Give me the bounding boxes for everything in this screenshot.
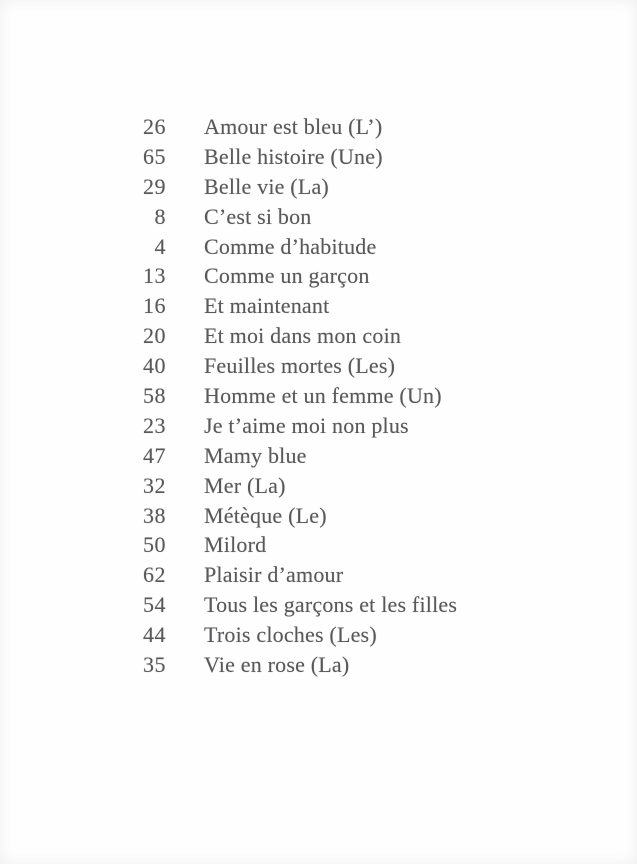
song-title: Et maintenant: [204, 293, 330, 319]
page-number: 13: [143, 263, 166, 289]
song-title: Trois cloches (Les): [204, 622, 377, 648]
list-item: [132, 142, 457, 172]
song-title: Milord: [204, 532, 267, 558]
song-title: Métèque (Le): [204, 502, 327, 528]
page-number: 44: [143, 622, 166, 648]
song-title: C’est si bon: [204, 203, 312, 229]
list-item: [132, 321, 457, 351]
page-number: 35: [143, 652, 166, 678]
list-item: [132, 202, 457, 232]
list-item: [132, 441, 457, 471]
page-number: 8: [154, 203, 166, 229]
list-item: [132, 261, 457, 291]
song-title: Belle histoire (Une): [204, 143, 383, 169]
list-item: [132, 411, 457, 441]
page-number: 38: [143, 502, 166, 528]
page-number: 20: [143, 323, 166, 349]
list-item: [132, 471, 457, 501]
song-title: Comme un garçon: [204, 263, 370, 289]
song-title: Tous les garçons et les filles: [204, 592, 458, 618]
page-number: 4: [154, 233, 166, 259]
page-number: 26: [143, 114, 166, 139]
list-item: [132, 291, 457, 321]
song-index-list: [132, 112, 457, 680]
list-item: [132, 501, 457, 531]
list-item: [132, 112, 457, 142]
list-item: [132, 650, 457, 680]
page-number: 50: [143, 532, 166, 558]
song-title: Je t’aime moi non plus: [204, 412, 409, 438]
page-number: 58: [143, 383, 166, 409]
list-item: [132, 620, 457, 650]
page-number: 16: [143, 293, 166, 319]
page-number: 54: [143, 592, 166, 618]
page-number: 40: [143, 353, 166, 379]
song-title: Et moi dans mon coin: [204, 323, 402, 349]
song-title: Amour est bleu (L’): [204, 114, 383, 139]
page-number: 65: [143, 143, 166, 169]
list-item: [132, 172, 457, 202]
list-item: [132, 351, 457, 381]
list-item: [132, 590, 457, 620]
song-title: Mer (La): [204, 472, 286, 498]
song-title: Homme et un femme (Un): [204, 383, 442, 409]
song-title: Mamy blue: [204, 442, 307, 468]
page-number: 47: [143, 442, 166, 468]
list-item: [132, 560, 457, 590]
page-number: 29: [143, 173, 166, 199]
song-title: Feuilles mortes (Les): [204, 353, 396, 379]
page-number: 23: [143, 412, 166, 438]
list-item: [132, 381, 457, 411]
song-title: Belle vie (La): [204, 173, 329, 199]
song-title: Vie en rose (La): [204, 652, 350, 678]
list-item: [132, 530, 457, 560]
page-number: 32: [143, 472, 166, 498]
page-number: 62: [143, 562, 166, 588]
song-title: Plaisir d’amour: [204, 562, 344, 588]
list-item: [132, 232, 457, 262]
song-title: Comme d’habitude: [204, 233, 377, 259]
